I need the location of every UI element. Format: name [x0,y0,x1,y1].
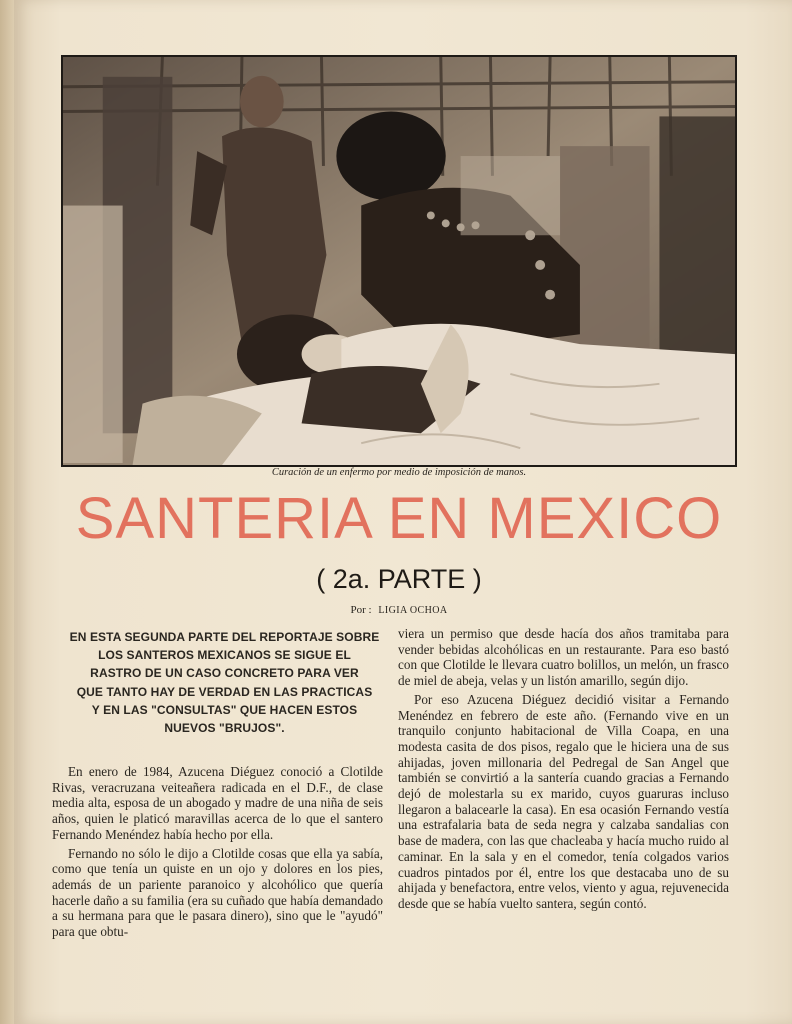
body-paragraph: Por eso Azucena Diéguez decidió visitar a Fernando Menéndez en febrero de este año. (Fernando vive en un tranquilo conjunto habitacional de Villa Coapa, en una modesta casita de dos pisos, regalo que le hiciera una de sus ahijadas, joven millonaria del Pedregal de San Angel que también se convirtió a la santería cuando gracias a Fernando dejó de molestarla su ex marido, cuyos guaruras incluso llegaron a balacearle la casa). En esa ocasión Fernando vestía una estrafalaria bata de seda negra y calzaba sandalias con base de madera, con las que chacleaba y hacía mucho ruido al caminar. En la sala y en el comedor, tenía colgados varios cuadros pintados por él, entre los que destacaba uno de su ahijada y benefactora, entre velos, viento y agua, rejuvenecida desde que se había vuelto santera, según contó. [398,691,729,911]
body-paragraph: Fernando no sólo le dijo a Clotilde cosas que ella ya sabía, como que tenía un quiste en un ojo y dolores en los pies, además de un pariente paranoico y alcohólico que quería hacerle daño a su familia (era su cuñado que había demandado a su hermana para que le pasara dinero), sino que le "ayudó" para que obtu- [52,845,383,940]
byline-label: Por : [350,604,372,616]
article-intro [52,628,397,737]
body-paragraph: viera un permiso que desde hacía dos años tramitaba para vender bebidas alcohólicas en un restaurante. Para eso bastó con que Clotilde le llevara cuatro bolillos, un melón, un frasco de miel de abeja, velas y un listón amarillo, según dijo. [398,626,729,689]
healing-ritual-image [63,57,735,465]
intro-line: NUEVOS "BRUJOS". [164,721,285,736]
intro-line: EN ESTA SEGUNDA PARTE DEL REPORTAJE SOBRE [69,630,380,644]
magazine-spine [0,0,14,1024]
intro-line: QUE TANTO HAY DE VERDAD EN LAS PRACTICAS [76,684,373,699]
intro-line: LOS SANTEROS MEXICANOS SE SIGUE EL [98,648,351,663]
right-column [398,626,729,912]
author-name: LIGIA OCHOA [378,605,448,616]
article-title: SANTERIA EN MEXICO [75,486,723,551]
body-paragraph: En enero de 1984, Azucena Diéguez conoció a Clotilde Rivas, veracruzana veiteañera radicada en el D.F., de clase media alta, esposa de un abogado y madre de una niña de seis años, quien le platicó maravillas acerca de lo que el santero Fernando Menéndez había hecho por ella. [52,764,383,842]
intro-line: Y EN LAS "CONSULTAS" QUE HACEN ESTOS [91,702,358,717]
byline [61,604,737,616]
article-photo [61,55,737,467]
intro-line: RASTRO DE UN CASO CONCRETO PARA VER [90,666,359,681]
left-column [52,764,383,940]
photo-caption: Curación de un enfermo por medio de imposición de manos. [271,467,527,478]
article-subtitle: ( 2a. PARTE ) [316,564,482,594]
